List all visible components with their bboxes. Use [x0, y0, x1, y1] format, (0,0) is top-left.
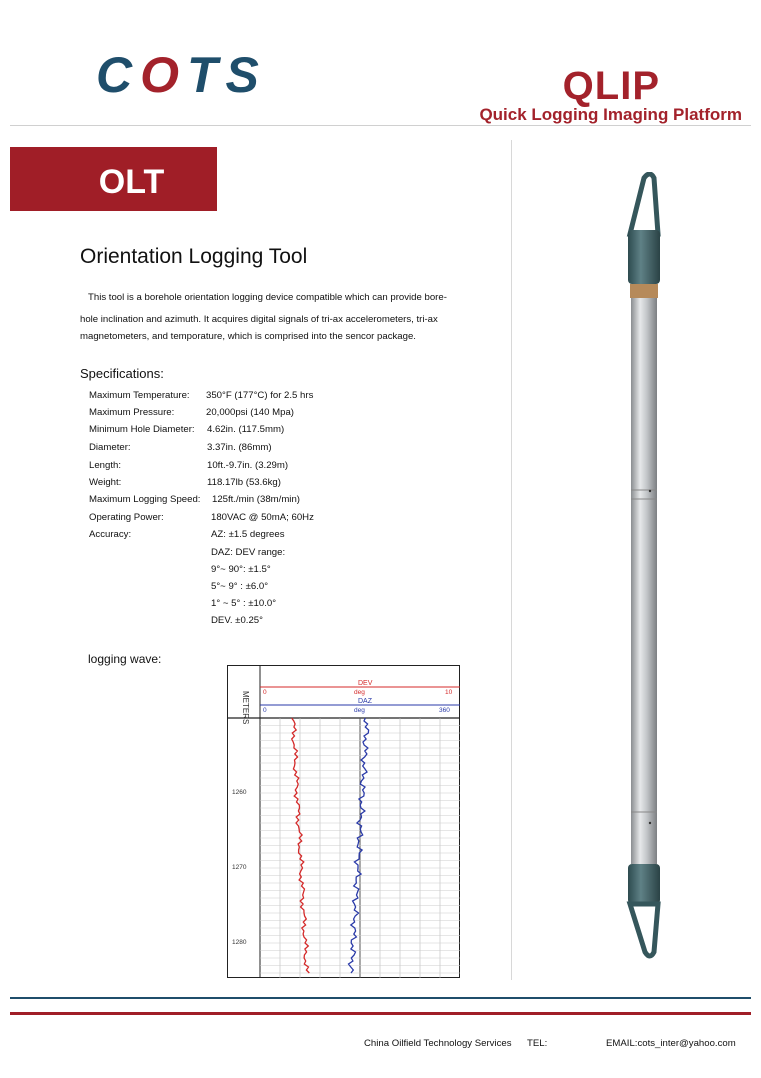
depth-label: 1270 [232, 864, 247, 871]
daz-track-name: DAZ [358, 698, 372, 705]
tool-body [631, 298, 657, 864]
description-line-3: magnetometers, and temporature, which is comprised into the sencor package. [80, 331, 416, 342]
dev-max: 10 [445, 689, 453, 696]
spec-label: Weight: [89, 477, 122, 488]
logging-wave-chart [227, 665, 461, 979]
spec-value: AZ: ±1.5 degrees [211, 529, 285, 540]
footer-rule-blue [10, 997, 751, 999]
spec-value: 118.17lb (53.6kg) [207, 477, 281, 488]
top-connector [630, 284, 658, 298]
dev-min: 0 [263, 689, 267, 696]
tool-illustration [600, 172, 680, 962]
top-cap [628, 230, 660, 284]
spec-value: 125ft./min (38m/min) [212, 494, 300, 505]
footer-tel: TEL: [527, 1038, 548, 1049]
depth-header: METERS [241, 691, 250, 725]
spec-label: Operating Power: [89, 512, 164, 523]
daz-max: 360 [439, 707, 450, 714]
depth-label: 1260 [232, 789, 247, 796]
description-line-2: hole inclination and azimuth. It acquires digital signals of tri-ax accelerometers, tri-ax [80, 314, 438, 325]
footer-rule-red [10, 1012, 751, 1015]
accuracy-detail: 1° ~ 5° : ±10.0° [211, 598, 277, 609]
top-bail [630, 174, 658, 234]
specifications-heading: Specifications: [80, 366, 164, 381]
description-line-1: This tool is a borehole orientation logging device compatible which can provide bore- [88, 292, 447, 303]
qlip-subtitle: Quick Logging Imaging Platform [479, 105, 742, 124]
daz-min: 0 [263, 707, 267, 714]
cots-logo-c: C [96, 47, 141, 103]
spec-label: Maximum Logging Speed: [89, 494, 201, 505]
accuracy-detail: DAZ: DEV range: [211, 547, 286, 558]
dev-unit: deg [354, 689, 365, 696]
spec-label: Accuracy: [89, 529, 132, 540]
dev-track-name: DEV [358, 680, 373, 687]
spec-label: Diameter: [89, 442, 131, 453]
spec-label: Minimum Hole Diameter: [89, 424, 195, 435]
body-screw [649, 490, 651, 492]
spec-value: 3.37in. (86mm) [207, 442, 272, 453]
spec-value: 4.62in. (117.5mm) [207, 424, 285, 435]
logging-wave-label: logging wave: [88, 652, 162, 666]
bottom-cap [628, 864, 660, 904]
spec-label: Length: [89, 460, 122, 471]
daz-unit: deg [354, 707, 365, 714]
accuracy-detail: DEV. ±0.25° [211, 615, 263, 626]
spec-value: 180VAC @ 50mA; 60Hz [211, 512, 314, 523]
spec-value: 20,000psi (140 Mpa) [206, 407, 294, 418]
cots-logo [96, 47, 267, 103]
product-code: OLT [98, 163, 165, 201]
cots-logo-ts: TS [187, 47, 267, 103]
bottom-bail [630, 904, 658, 956]
spec-label: Maximum Temperature: [89, 390, 190, 401]
spec-value: 350°F (177°C) for 2.5 hrs [206, 390, 314, 401]
accuracy-detail: 9°~ 90°: ±1.5° [211, 564, 271, 575]
product-name: Orientation Logging Tool [80, 245, 308, 268]
header-divider [10, 125, 751, 126]
spec-label: Maximum Pressure: [89, 407, 175, 418]
body-screw [649, 822, 651, 824]
footer-company: China Oilfield Technology Services [364, 1038, 512, 1049]
depth-label: 1280 [232, 939, 247, 946]
accuracy-detail: 5°~ 9° : ±6.0° [211, 581, 269, 592]
cots-logo-o: O [140, 47, 188, 103]
column-divider [511, 140, 512, 980]
footer-email: EMAIL:cots_inter@yahoo.com [606, 1038, 736, 1049]
spec-value: 10ft.-9.7in. (3.29m) [207, 460, 289, 471]
qlip-title: QLIP [562, 64, 660, 108]
